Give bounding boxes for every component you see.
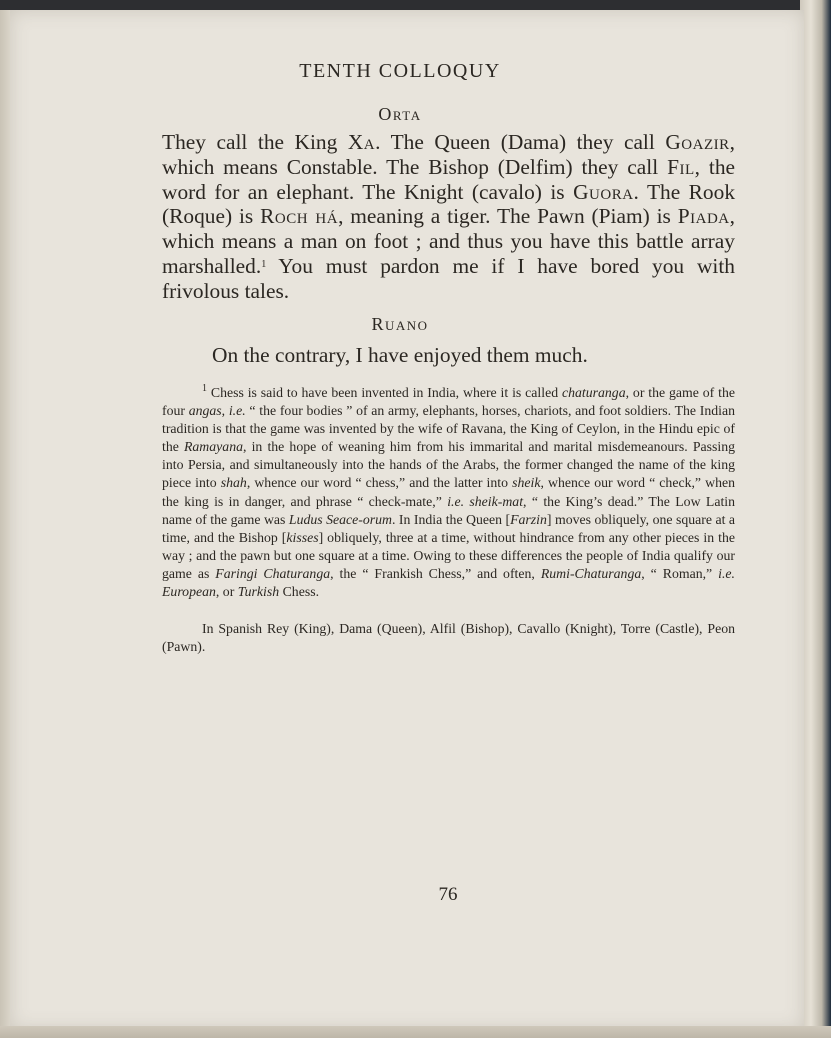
text-run: Chess is said to have been invented in India, where it is called bbox=[207, 385, 562, 400]
italic-term: Faringi Chaturanga bbox=[215, 565, 331, 581]
italic-term: Rumi-Chaturanga bbox=[540, 565, 642, 581]
small-caps-term: Fil bbox=[667, 154, 695, 179]
text-run: , which means Constable. The Bishop (Delfim) they call bbox=[162, 130, 735, 179]
italic-term: kisses bbox=[286, 529, 319, 545]
text-run: They call the King bbox=[162, 130, 348, 154]
italic-term: chaturanga bbox=[561, 385, 626, 400]
italic-term: angas bbox=[188, 403, 222, 419]
text-run: , “ the King’s dead.” The Low Latin name of the game was bbox=[162, 493, 736, 527]
text-run: , bbox=[221, 403, 229, 419]
small-caps-term: Xa bbox=[347, 130, 376, 154]
speaker-orta: Orta bbox=[378, 104, 422, 124]
text-run: , or bbox=[215, 584, 238, 600]
italic-term: sheik bbox=[512, 475, 541, 491]
text-run: “ the four bodies ” of an army, elephants, horses, chariots, and foot soldiers. The Indian tradition is that the game was invented by the wife of Ravana, the King of Ceylon, in the Hindu epic of the bbox=[162, 403, 735, 455]
text-run: , the “ Frankish Chess,” and often, bbox=[330, 565, 541, 581]
small-caps-term: Goazir bbox=[665, 130, 730, 154]
small-caps-term: Roch há bbox=[260, 204, 339, 229]
italic-term: Farzin bbox=[510, 511, 547, 527]
text-run: , whence our word “ chess,” and the latter into bbox=[246, 475, 513, 491]
text-run: . The Queen (Dama) they call bbox=[375, 130, 666, 154]
text-run: , meaning a tiger. The Pawn (Piam) is bbox=[338, 204, 678, 229]
text-run: , which means a man on foot ; and thus you have this battle array marshalled. bbox=[162, 204, 735, 278]
text-run: ] obliquely, three at a time, without hindrance from any other pieces in the way ; and the pawn but one square at a time. Owing to these differences the people of India qualify our game as bbox=[162, 529, 735, 581]
dialogue-paragraph-ruano: On the contrary, I have enjoyed them much. bbox=[212, 343, 588, 367]
text-run: . In India the Queen [ bbox=[392, 511, 511, 527]
italic-term: shah bbox=[220, 475, 247, 491]
page-edge-right bbox=[800, 0, 831, 1038]
footnote-chess-origin bbox=[162, 384, 735, 601]
footnote-spanish-names: In Spanish Rey (King), Dama (Queen), Alfil (Bishop), Cavallo (Knight), Torre (Castle), Peon (Pawn). bbox=[162, 621, 735, 655]
text-run: , the word for an elephant. The Knight (cavalo) is bbox=[162, 154, 736, 204]
text-run: You must pardon me if I have bored you with frivolous tales. bbox=[162, 253, 735, 303]
page-number: 76 bbox=[438, 884, 458, 905]
footnote-marker: 1 bbox=[202, 383, 207, 394]
italic-term: i.e. European bbox=[162, 565, 735, 600]
text-run: , or the game of the four bbox=[162, 385, 735, 419]
footnote-marker: 1 bbox=[261, 258, 267, 270]
text-run: . The Rook (Roque) is bbox=[162, 179, 736, 229]
italic-term: Turkish bbox=[237, 584, 280, 600]
italic-term: Ramayana bbox=[183, 439, 243, 455]
text-run: Chess. bbox=[279, 584, 320, 600]
page-edge-bottom bbox=[0, 1026, 831, 1038]
small-caps-term: Guora bbox=[573, 179, 634, 204]
running-head: TENTH COLLOQUY bbox=[299, 60, 501, 82]
italic-term: i.e. bbox=[228, 403, 246, 419]
text-run: , in the hope of weaning him from his immarital and marital misdemeanours. Passing into Persia, and simultaneously into the hands of the Arabs, the former changed the name of the king piece into bbox=[162, 439, 735, 491]
text-run: ] moves obliquely, one square at a time, and the Bishop [ bbox=[162, 511, 736, 545]
small-caps-term: Piada bbox=[677, 204, 730, 229]
speaker-ruano: Ruano bbox=[371, 314, 429, 334]
italic-term: Ludus Seace-orum bbox=[288, 511, 393, 527]
dialogue-paragraph-orta bbox=[162, 130, 735, 304]
text-run: , “ Roman,” bbox=[641, 565, 719, 581]
text-run: , whence our word “ check,” when the king is in danger, and phrase “ check-mate,” bbox=[162, 475, 736, 509]
italic-term: i.e. sheik-mat bbox=[447, 493, 524, 509]
